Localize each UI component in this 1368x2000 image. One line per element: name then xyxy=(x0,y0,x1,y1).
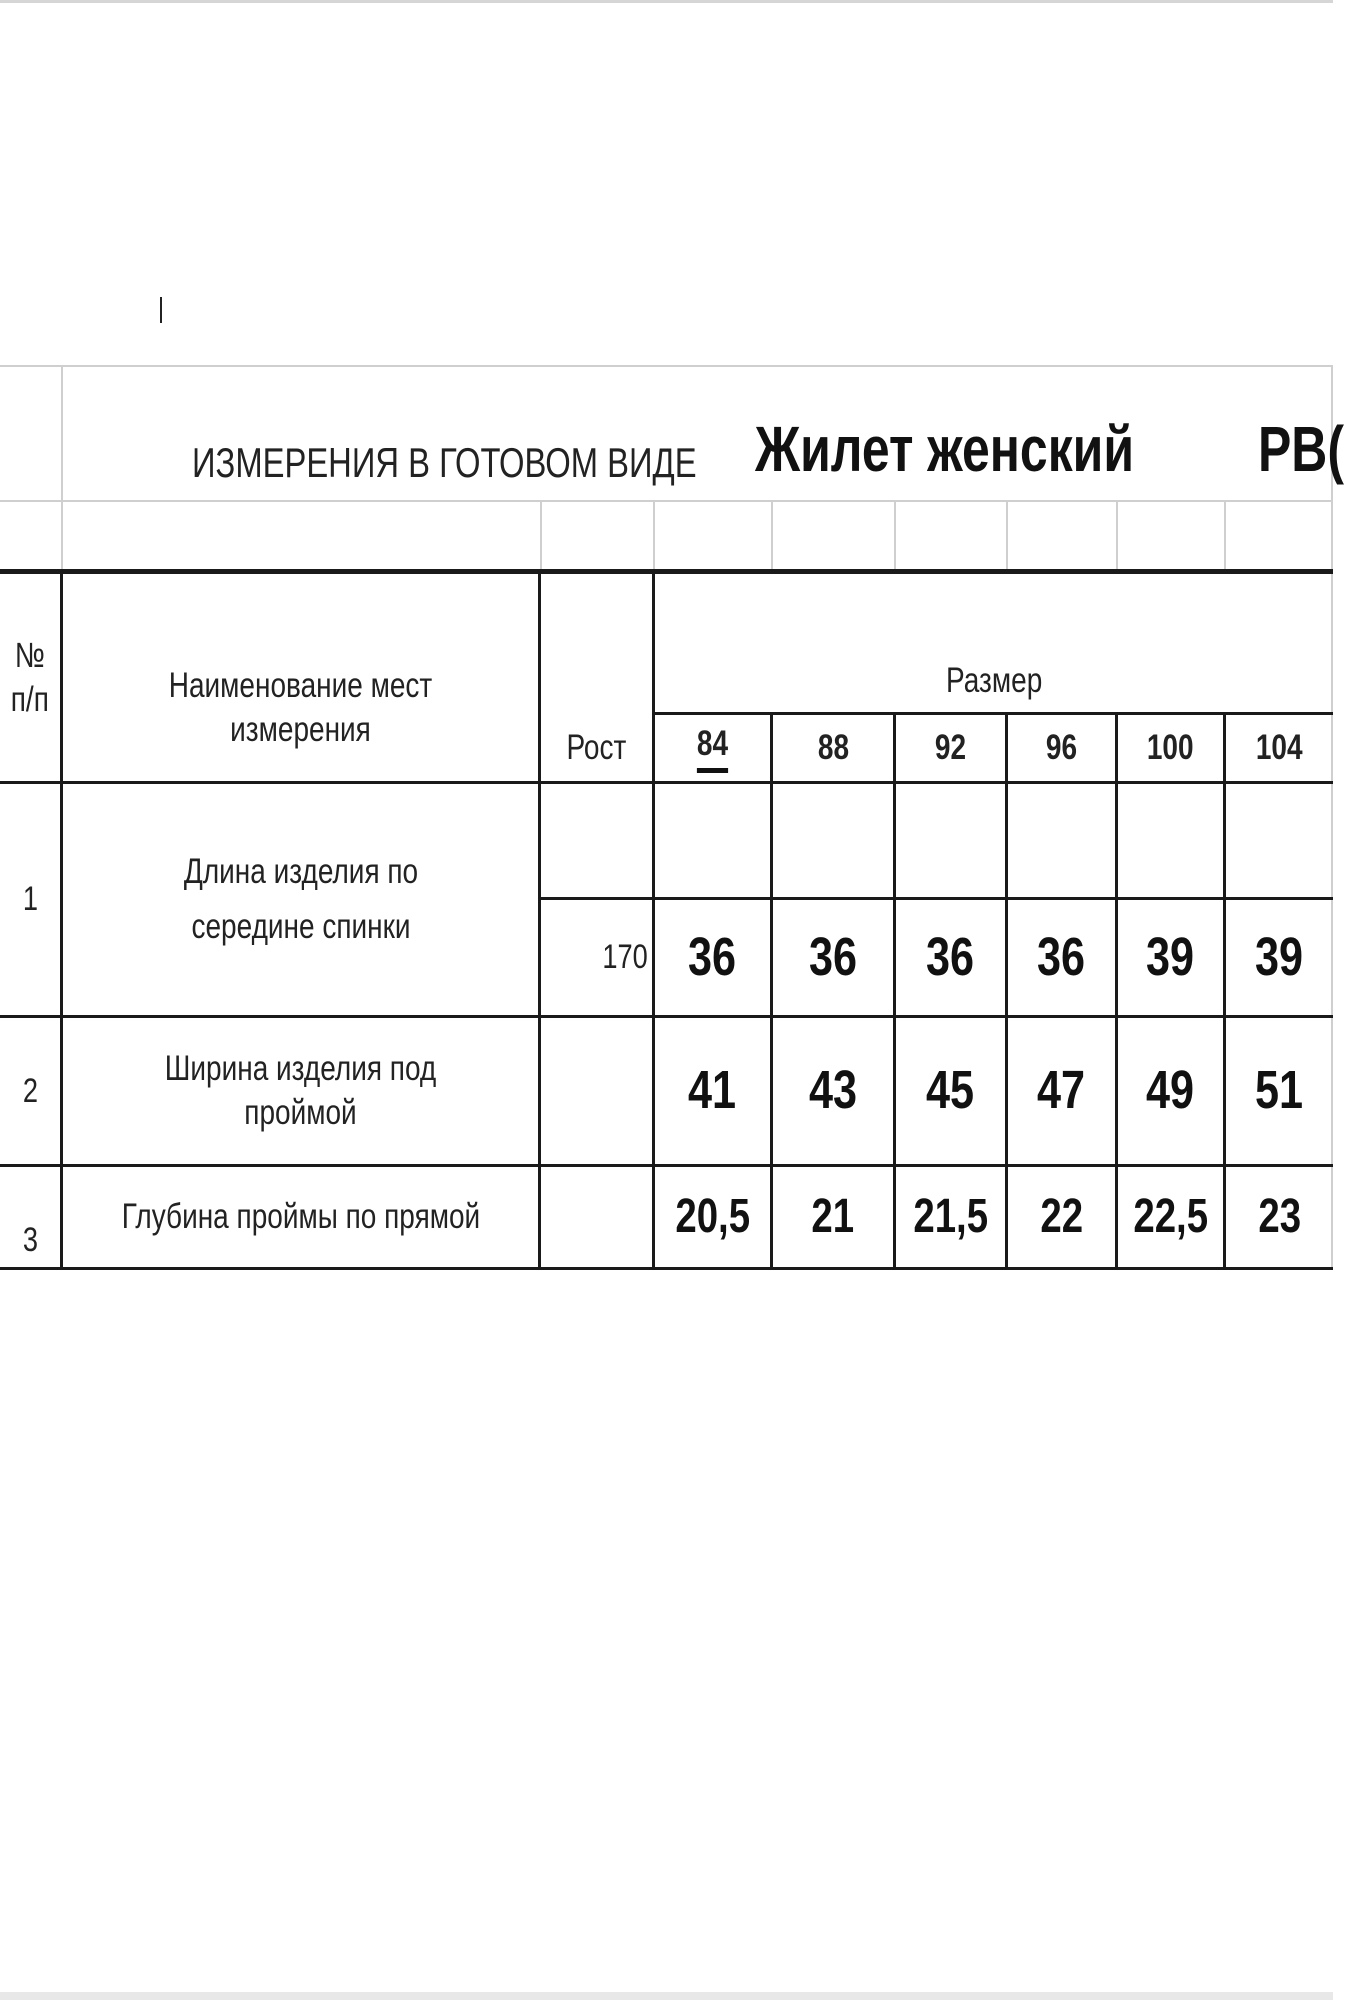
row-2-value-104-text: 51 xyxy=(1255,1060,1304,1121)
row-1-name-cell[interactable] xyxy=(63,784,538,1015)
grid-line xyxy=(0,365,1333,367)
size-84-label: 84 xyxy=(697,722,728,773)
header-num-label: № п/п xyxy=(10,635,50,719)
row-1-num: 1 xyxy=(22,880,38,919)
header-name-label: Наименование мест измерения xyxy=(168,666,433,749)
sheet-subtitle: ИЗМЕРЕНИЯ В ГОТОВОМ ВИДЕ xyxy=(192,439,697,486)
row-3-height-cell[interactable] xyxy=(541,1167,652,1267)
header-size-cell[interactable] xyxy=(655,650,1333,712)
size-100-label: 100 xyxy=(1147,727,1194,767)
row-1-height: 170 xyxy=(602,938,648,977)
row-2-value-92-text: 45 xyxy=(926,1060,975,1121)
row-1-height-cell[interactable] xyxy=(541,900,652,1015)
row-3-name: Глубина проймы по прямой xyxy=(121,1197,480,1237)
size-92-cell[interactable] xyxy=(896,714,1005,781)
row-2-value-88-text: 43 xyxy=(808,1060,858,1121)
row-2-name-cell[interactable] xyxy=(63,1018,538,1164)
text-cursor xyxy=(160,297,162,323)
size-100-cell[interactable] xyxy=(1118,714,1223,781)
row-2-value-100[interactable] xyxy=(1118,1018,1223,1164)
row-3-value-96[interactable] xyxy=(1008,1167,1115,1267)
size-92-label: 92 xyxy=(934,727,967,767)
header-size-label: Размер xyxy=(945,661,1043,701)
row-2-value-104[interactable] xyxy=(1226,1018,1333,1164)
row-3-value-104[interactable] xyxy=(1226,1167,1333,1267)
size-84-cell[interactable] xyxy=(655,714,770,781)
row-1-value-96[interactable] xyxy=(1008,900,1115,1015)
row-2-name: Ширина изделия под проймой xyxy=(164,1049,437,1132)
grid-line xyxy=(61,365,63,570)
sheet-title: Жилет женский xyxy=(755,413,1135,485)
row-2-value-84[interactable] xyxy=(655,1018,770,1164)
size-104-label: 104 xyxy=(1256,727,1303,767)
grid-line xyxy=(540,500,542,570)
grid-line xyxy=(771,500,773,570)
row-3-value-96-text: 22 xyxy=(1040,1190,1083,1243)
row-2-value-92[interactable] xyxy=(896,1018,1005,1164)
grid-line xyxy=(1224,500,1226,570)
row-2-value-84-text: 41 xyxy=(688,1060,737,1121)
row-2-height-cell[interactable] xyxy=(541,1018,652,1164)
row-3-value-88[interactable] xyxy=(773,1167,893,1267)
row-1-value-100[interactable] xyxy=(1118,900,1223,1015)
row-1-name: Длина изделия по середине спинки xyxy=(183,852,418,946)
row-2-num: 2 xyxy=(22,1071,38,1110)
size-96-cell[interactable] xyxy=(1008,714,1115,781)
row-1-value-96-text: 36 xyxy=(1037,926,1086,987)
row-3-value-92-text: 21,5 xyxy=(913,1190,988,1243)
row-2-value-96-text: 47 xyxy=(1037,1060,1086,1121)
header-num-cell[interactable] xyxy=(0,574,60,781)
row-2-num-cell[interactable] xyxy=(0,1018,60,1164)
row-2-value-100-text: 49 xyxy=(1146,1060,1195,1121)
row-3-value-100[interactable] xyxy=(1118,1167,1223,1267)
row-1-num-cell[interactable] xyxy=(0,784,60,1015)
row-3-num-cell[interactable] xyxy=(0,1167,60,1267)
row-1-value-88-text: 36 xyxy=(808,926,858,987)
grid-line xyxy=(894,500,896,570)
header-height-cell[interactable] xyxy=(541,714,652,781)
row-3-value-100-text: 22,5 xyxy=(1133,1190,1208,1243)
size-104-cell[interactable] xyxy=(1226,714,1333,781)
row-3-num: 3 xyxy=(22,1220,38,1259)
row-1-value-88[interactable] xyxy=(773,900,893,1015)
row-3-value-88-text: 21 xyxy=(811,1190,855,1243)
grid-line xyxy=(653,500,655,570)
size-96-label: 96 xyxy=(1045,727,1078,767)
header-name-cell[interactable] xyxy=(63,574,538,789)
grid-line xyxy=(1006,500,1008,570)
size-88-cell[interactable] xyxy=(773,714,893,781)
row-1-value-92[interactable] xyxy=(896,900,1005,1015)
row-3-value-84[interactable] xyxy=(655,1167,770,1267)
row-1-value-84[interactable] xyxy=(655,900,770,1015)
row-2-value-88[interactable] xyxy=(773,1018,893,1164)
header-height-label: Рост xyxy=(566,727,627,767)
window-bottom-border xyxy=(0,1992,1333,2000)
row-3-value-84-text: 20,5 xyxy=(675,1190,750,1243)
row-2-value-96[interactable] xyxy=(1008,1018,1115,1164)
row-1-value-84-text: 36 xyxy=(688,926,737,987)
row-3-value-92[interactable] xyxy=(896,1167,1005,1267)
grid-line xyxy=(1116,500,1118,570)
row-1-value-100-text: 39 xyxy=(1146,926,1195,987)
window-top-border xyxy=(0,0,1333,3)
row-1-value-104-text: 39 xyxy=(1255,926,1304,987)
row-3-name-cell[interactable] xyxy=(63,1167,538,1267)
row-3-value-104-text: 23 xyxy=(1258,1190,1301,1243)
row-1-value-104[interactable] xyxy=(1226,900,1333,1015)
size-88-label: 88 xyxy=(817,727,849,767)
grid-line xyxy=(0,500,1333,502)
row-1-value-92-text: 36 xyxy=(926,926,975,987)
table-border xyxy=(0,1267,1333,1270)
sheet-code: РВ( xyxy=(1258,413,1344,485)
